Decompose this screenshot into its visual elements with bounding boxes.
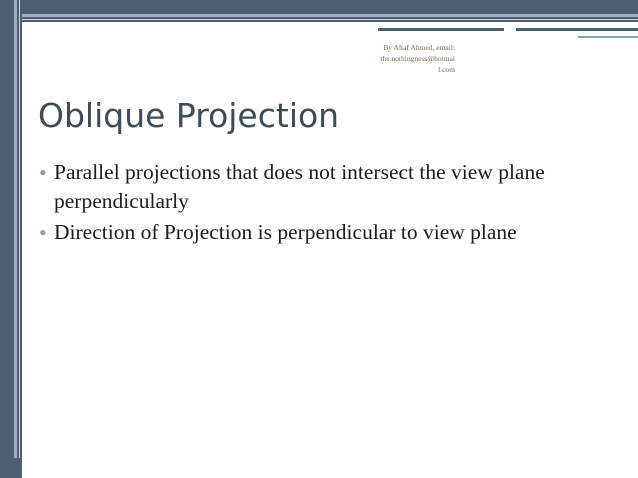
author-credit-line-2: the.nothingness@hotmai <box>380 54 455 63</box>
top-accent-band-thin-stripe <box>22 19 638 20</box>
header-dash-segment-right <box>516 28 638 31</box>
top-accent-band-inner-stripe <box>22 14 638 17</box>
list-item <box>34 158 614 216</box>
header-dash-segment-small <box>578 36 638 38</box>
bullet-marker-icon: • <box>39 160 47 185</box>
bullet-text: Direction of Projection is perpendicular to view plane <box>54 220 517 244</box>
left-accent-band-inner-stripe <box>14 0 17 478</box>
header-dash-segment-left <box>378 28 504 31</box>
author-credit <box>330 42 455 75</box>
left-accent-band-thin-stripe <box>19 0 20 478</box>
author-credit-line-1: By Altaf Ahmed, email: <box>383 43 455 52</box>
bullet-text: Parallel projections that does not intersect the view plane perpendicularly <box>54 160 545 213</box>
bullet-list <box>34 158 614 249</box>
list-item <box>34 218 614 247</box>
bullet-marker-icon: • <box>39 220 47 245</box>
slide-title: Oblique Projection <box>38 96 340 135</box>
author-credit-line-3: l.com <box>438 65 455 74</box>
bottom-left-corner-mark <box>0 458 22 478</box>
